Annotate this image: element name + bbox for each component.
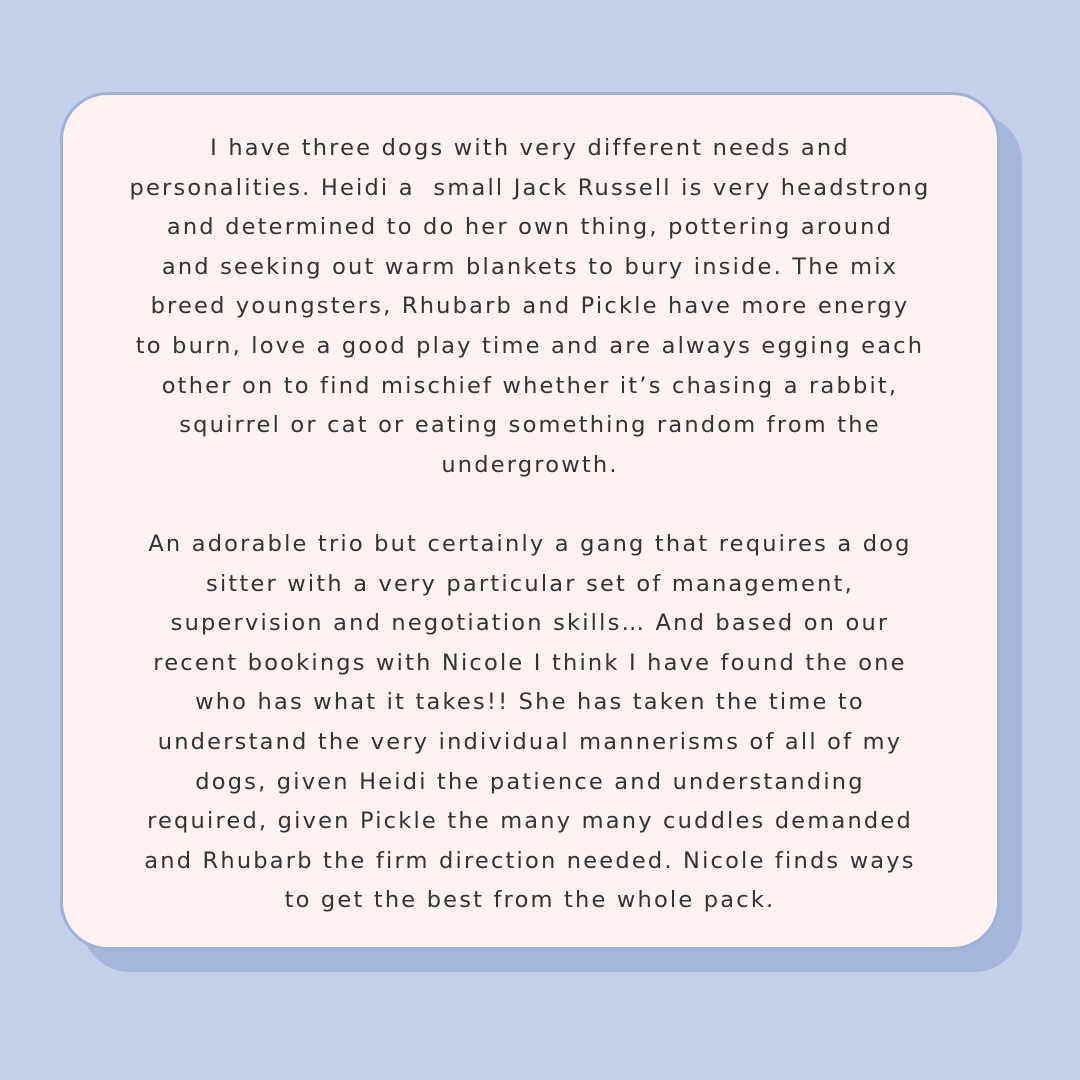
paragraph-2-line: required, given Pickle the many many cuddles demanded <box>147 808 913 835</box>
paragraph-2-line: sitter with a very particular set of management, <box>206 570 854 597</box>
paragraph-1-line: undergrowth. <box>441 451 619 478</box>
paragraph-1-line: breed youngsters, Rhubarb and Pickle have more energy <box>150 293 910 320</box>
paragraph-1-line: to burn, love a good play time and are always egging each <box>135 332 925 359</box>
paragraph-2-line: An adorable trio but certainly a gang that requires a dog <box>148 531 912 557</box>
paragraph-2-line: to get the best from the whole pack. <box>284 887 776 914</box>
paragraph-2-line: dogs, given Heidi the patience and understanding <box>195 768 865 795</box>
paragraph-1-line: personalities. Heidi a small Jack Russell is very headstrong <box>129 174 931 201</box>
testimonial-paragraph-1 <box>63 129 997 485</box>
paragraph-2-line: recent bookings with Nicole I think I have found the one <box>153 649 907 676</box>
paragraph-1-line: I have three dogs with very different needs and <box>210 135 850 161</box>
paragraph-1-line: and seeking out warm blankets to bury inside. The mix <box>161 253 899 280</box>
paragraph-2-line: who has what it takes!! She has taken the time to <box>195 689 865 716</box>
paragraph-2-line: understand the very individual mannerisms of all of my <box>157 728 903 755</box>
testimonial-paragraph-2 <box>63 525 997 921</box>
paragraph-1-line: and determined to do her own thing, pottering around <box>166 214 894 241</box>
paragraph-1-line: squirrel or cat or eating something random from the <box>179 412 881 439</box>
paragraph-2-line: supervision and negotiation skills… And based on our <box>170 610 890 637</box>
testimonial-card <box>60 92 1000 950</box>
paragraph-1-line: other on to find mischief whether it’s chasing a rabbit, <box>161 372 899 399</box>
paragraph-2-line: and Rhubarb the firm direction needed. Nicole finds ways <box>144 847 916 874</box>
